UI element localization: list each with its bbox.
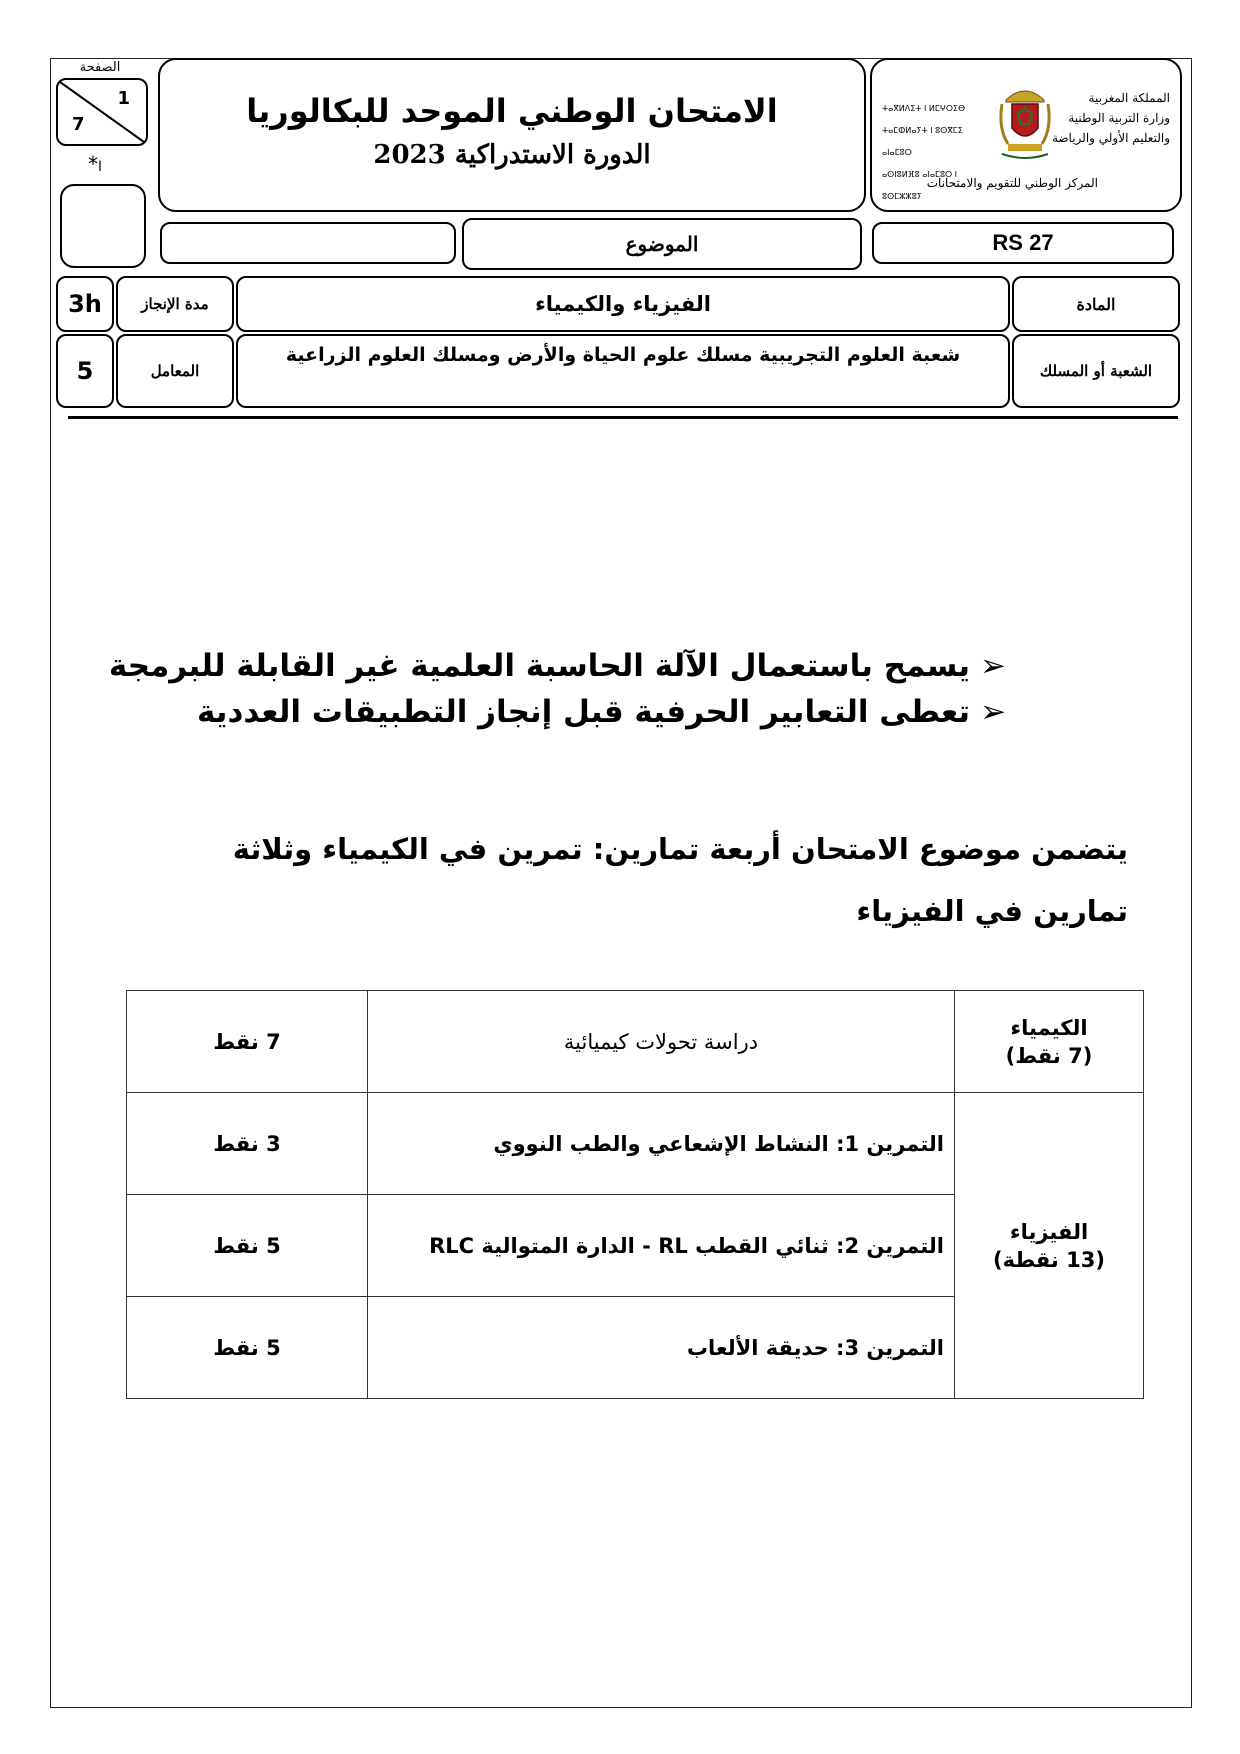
section-points: (13 نقطة): [993, 1247, 1105, 1272]
points-cell: [127, 1195, 368, 1297]
exercise-title: دراسة تحولات كيميائية: [563, 1029, 759, 1054]
subject-name: الفيزياء والكيمياء: [535, 292, 711, 316]
points-cell: [127, 1297, 368, 1399]
center-line: المركز الوطني للتقويم والامتحانات: [926, 176, 1098, 190]
section-cell-physics: [955, 1093, 1144, 1399]
points-value: 3 نقط: [213, 1131, 281, 1156]
exam-title: الامتحان الوطني الموحد للبكالوريا: [246, 92, 778, 130]
ministry-line: وزارة التربية الوطنية: [1068, 111, 1170, 125]
exercise-title: التمرين 3: حديقة الألعاب: [686, 1335, 944, 1360]
title-box: [158, 58, 866, 212]
page-total: 7: [72, 114, 85, 135]
blank-field: [160, 222, 456, 264]
coef-value: 5: [76, 357, 94, 385]
track-box: [236, 334, 1010, 408]
table-row: [127, 991, 1144, 1093]
track-label: الشعبة أو المسلك: [1039, 362, 1153, 380]
exam-code: RS 27: [992, 230, 1054, 255]
instruction-text: يسمح باستعمال الآلة الحاسبة العلمية غير القابلة للبرمجة: [108, 648, 971, 684]
candidate-box: [60, 184, 146, 268]
points-value: 7 نقط: [213, 1029, 281, 1054]
ministry-block: [1042, 88, 1170, 148]
arrow-bullet-icon: ➢: [980, 648, 1006, 684]
duration-value: 3h: [68, 290, 102, 318]
subject-label: الموضوع: [625, 232, 699, 256]
track-name: شعبة العلوم التجريبية مسلك علوم الحياة والأرض ومسلك العلوم الزراعية: [285, 344, 961, 366]
tifinagh-line: ⴰⵙⵏⵓⵍⴼⵓ ⴰⵏⴰⵎⵓⵔ ⵏ ⵓⵙⵎⵣⵣⵓⵢ: [882, 170, 958, 201]
tifinagh-line: ⵜⴰⵎⵀⵍⴰⵢⵜ ⵏ ⵓⵙⴳⵎⵉ ⴰⵏⴰⵎⵓⵔ: [882, 126, 963, 157]
instruction-text: تعطى التعابير الحرفية قبل إنجاز التطبيقات العددية: [197, 694, 971, 730]
subject-field-label: المادة: [1076, 294, 1116, 314]
exam-code-box: [872, 222, 1174, 264]
exercise-title: التمرين 1: النشاط الإشعاعي والطب النووي: [493, 1131, 944, 1156]
track-label-box: [1012, 334, 1180, 408]
section-name: الفيزياء: [1009, 1219, 1089, 1244]
instruction-item: [109, 648, 1006, 684]
page-mark-star: *: [88, 152, 98, 176]
points-value: 5 نقط: [213, 1233, 281, 1258]
section-cell-chemistry: [955, 991, 1144, 1093]
exercise-cell: [368, 1195, 955, 1297]
duration-value-box: [56, 276, 114, 332]
page-label: الصفحة: [79, 60, 121, 75]
section-points: (7 نقط): [1005, 1043, 1093, 1068]
page-current: 1: [117, 88, 130, 109]
ministry-line: والتعليم الأولي والرياضة: [1051, 131, 1170, 145]
exercise-cell: [368, 991, 955, 1093]
section-name: الكيمياء: [1010, 1015, 1088, 1040]
exercise-title: التمرين 2: ثنائي القطب RL - الدارة المتوالية RLC: [429, 1233, 944, 1258]
ministry-box: [870, 58, 1182, 212]
tifinagh-line: ⵜⴰⴳⵍⴷⵉⵜ ⵏ ⵍⵎⵖⵔⵉⴱ: [882, 104, 966, 113]
subject-label-box: [462, 218, 862, 270]
header-divider: [68, 416, 1178, 419]
page-mark-letter: ا: [98, 159, 102, 175]
coef-value-box: [56, 334, 114, 408]
page-mark: [88, 152, 102, 176]
points-value: 5 نقط: [213, 1335, 281, 1360]
duration-label: مدة الإنجاز: [141, 295, 209, 313]
page-number-box: [56, 78, 148, 146]
exam-intro: يتضمن موضوع الامتحان أربعة تمارين: تمرين في الكيمياء وثلاثة تمارين في الفيزياء: [232, 832, 1128, 928]
subject-field-label-box: [1012, 276, 1180, 332]
subject-name-box: [236, 276, 1010, 332]
exercise-cell: [368, 1093, 955, 1195]
table-row: [127, 1093, 1144, 1195]
coef-label-box: [116, 334, 234, 408]
points-cell: [127, 991, 368, 1093]
tifinagh-block: [882, 98, 994, 208]
points-cell: [127, 1093, 368, 1195]
coef-label: المعامل: [150, 362, 200, 380]
exercise-cell: [368, 1297, 955, 1399]
ministry-line: المملكة المغربية: [1088, 91, 1170, 105]
exercises-table: [126, 990, 1144, 1399]
session-title: الدورة الاستدراكية 2023: [373, 140, 651, 170]
arrow-bullet-icon: ➢: [980, 694, 1006, 730]
instruction-item: [197, 694, 1006, 730]
duration-label-box: [116, 276, 234, 332]
